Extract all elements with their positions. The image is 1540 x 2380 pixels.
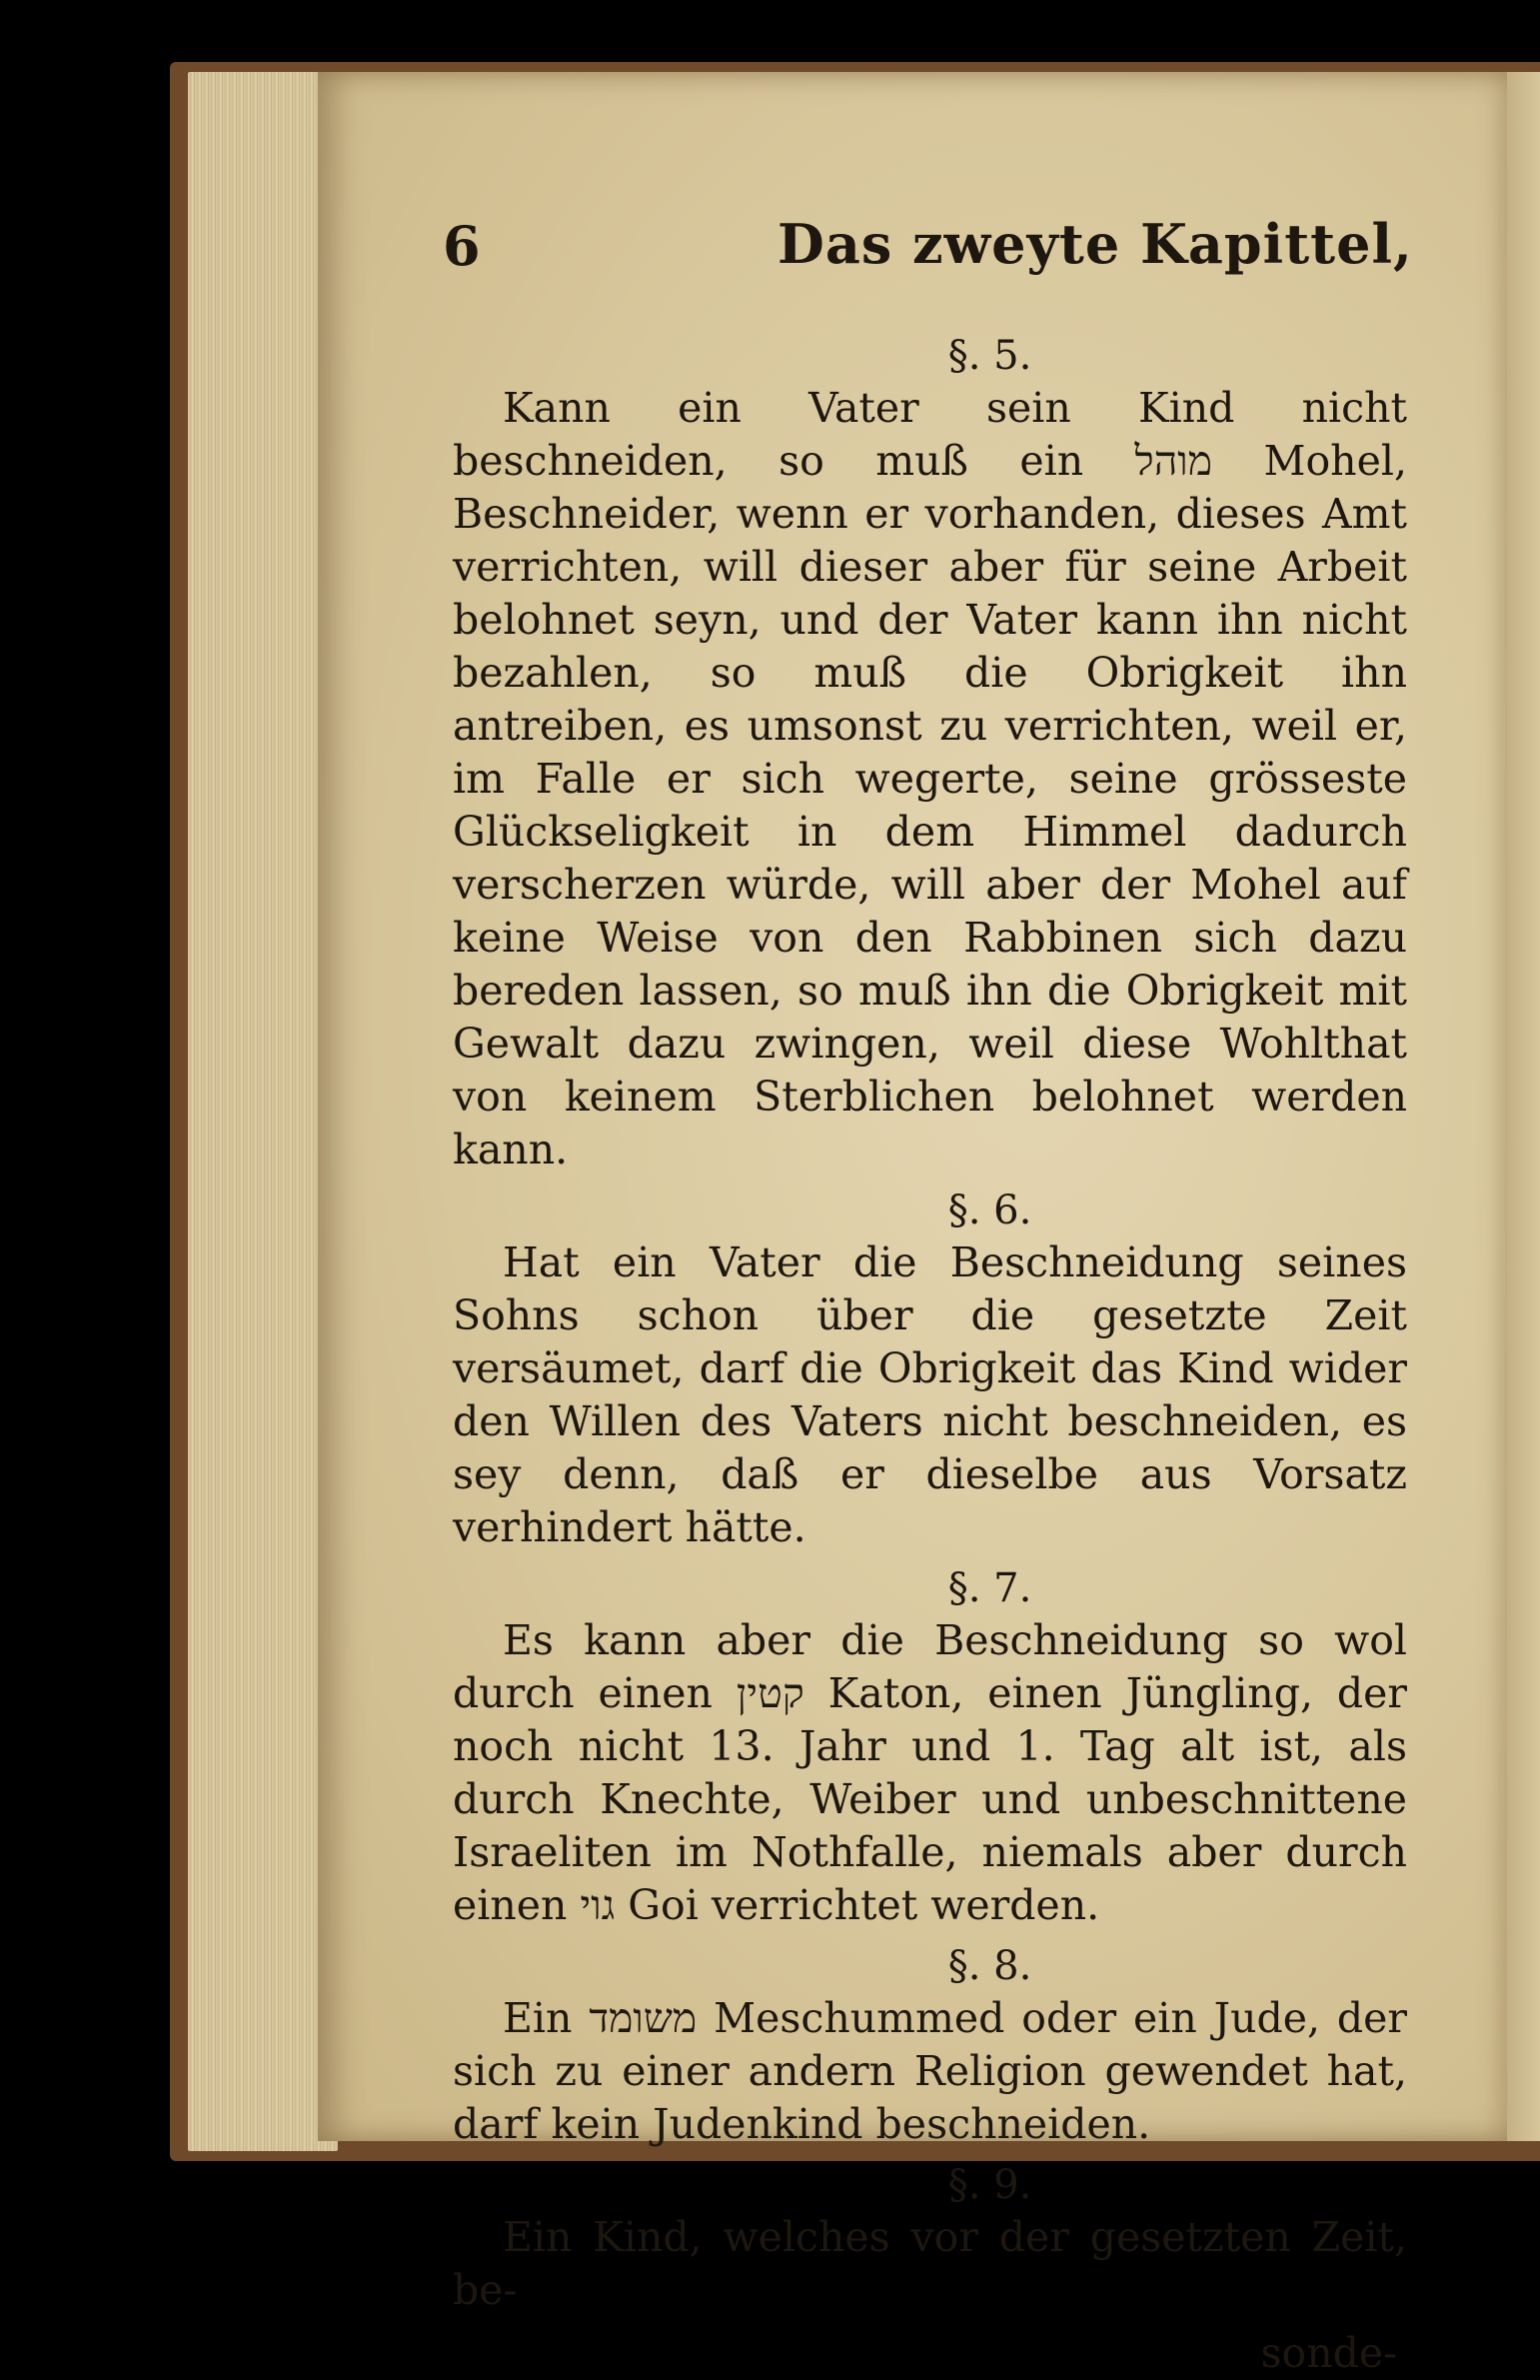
paragraph-6: Hat ein Vater die Beschneidung seines Sohns schon über die gesetzte Zeit versäumet, darf die Obrigkeit das Kind wider den Willen des Vaters nicht beschneiden, es sey denn, daß er dieselbe aus Vorsatz verhindert hätte.: [453, 1238, 1407, 1551]
running-title: Das zweyte Kapittel,: [777, 212, 1413, 276]
page-number: 6: [443, 214, 481, 278]
book-page: [318, 72, 1507, 2377]
page-body: [453, 332, 1407, 2380]
section-mark-6: §. 6.: [947, 1188, 1032, 1233]
section-mark-5: §. 5.: [947, 333, 1032, 379]
page-content: [443, 142, 1457, 2377]
section-mark-8: §. 8.: [947, 1943, 1032, 1989]
page-edges: [188, 72, 338, 2151]
paragraph-9: Ein Kind, welches vor der gesetzten Zeit, be-: [453, 2213, 1407, 2314]
section-mark-7: §. 7.: [947, 1565, 1032, 1611]
paragraph-8: Ein משומד Meschummed oder ein Jude, der sich zu einer andern Religion gewendet hat, darf kein Judenkind beschneiden.: [453, 1994, 1408, 2148]
section-mark-9: §. 9.: [947, 2162, 1032, 2208]
page-header: [443, 142, 1457, 278]
catchword: sonde-: [1260, 2329, 1397, 2377]
paragraph-5: Kann ein Vater sein Kind nicht beschneiden, so muß ein מוהל Mohel, Beschneider, wenn er vorhanden, dieses Amt verrichten, will dieser aber für seine Arbeit belohnet seyn, und der Vater kann ihn nicht bezahlen, so muß die Obrigkeit ihn antreiben, es umsonst zu verrichten, weil er, im Falle er sich wegerte, seine grösseste Glückseligkeit in dem Himmel dadurch verscherzen würde, will aber der Mohel auf keine Weise von den Rabbinen sich dazu bereden lassen, so muß ihn die Obrigkeit mit Gewalt dazu zwingen, weil diese Wohlthat von keinem Sterblichen belohnet werden kann.: [453, 384, 1407, 1174]
paragraph-7: Es kann aber die Beschneidung so wol durch einen קטין Katon, einen Jüngling, der noch nicht 13. Jahr und 1. Tag alt ist, als durch Knechte, Weiber und unbeschnittene Israeliten im Nothfalle, niemals aber durch einen גוי Goi verrichtet werden.: [453, 1616, 1407, 1929]
